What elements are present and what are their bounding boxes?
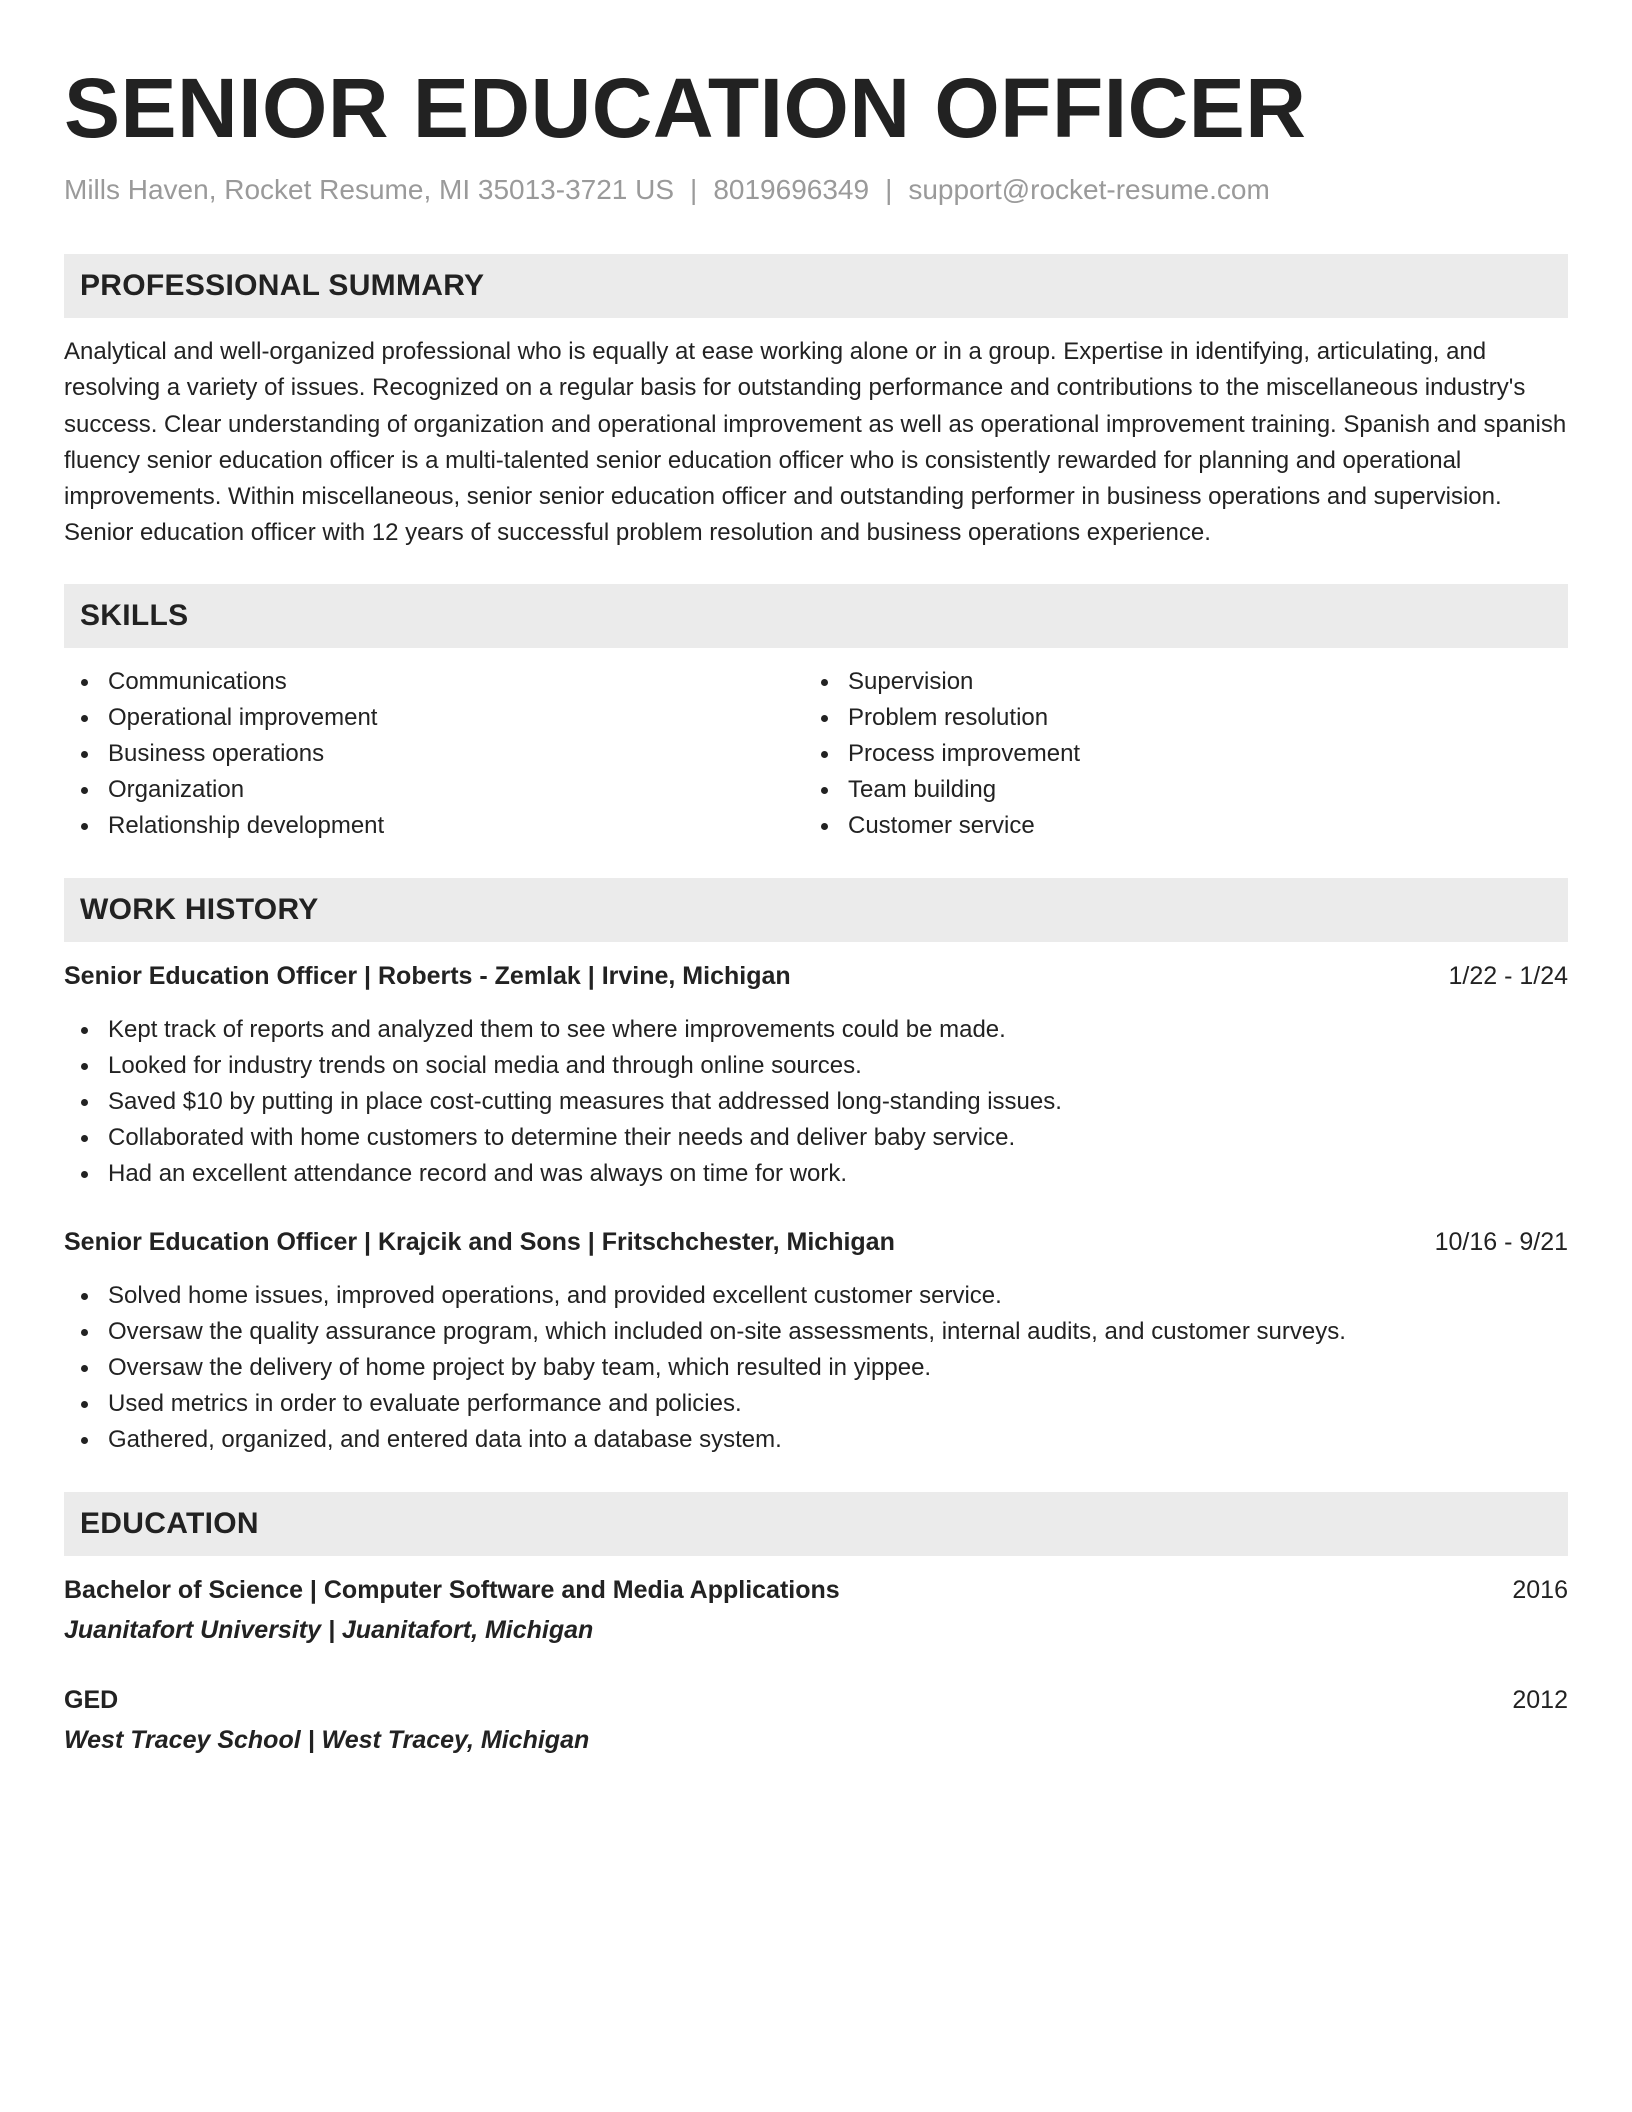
education-heading-row xyxy=(64,1682,1568,1718)
job-bullet: Oversaw the delivery of home project by baby team, which resulted in yippee. xyxy=(64,1350,1568,1386)
education-year: 2012 xyxy=(1512,1685,1568,1714)
job-heading-row xyxy=(64,958,1568,994)
job-entry xyxy=(64,958,1568,1192)
skill-item: Process improvement xyxy=(804,736,1544,772)
section-header-education: EDUCATION xyxy=(64,1492,1568,1556)
skill-item: Business operations xyxy=(64,736,804,772)
job-dates: 10/16 - 9/21 xyxy=(1434,1227,1568,1256)
education-degree: GED xyxy=(64,1685,119,1714)
skill-item: Organization xyxy=(64,772,804,808)
job-heading-row xyxy=(64,1224,1568,1260)
education-entry xyxy=(64,1572,1568,1648)
education-heading-row xyxy=(64,1572,1568,1608)
skill-item: Team building xyxy=(804,772,1544,808)
education-school: Juanitafort University | Juanitafort, Michigan xyxy=(64,1615,594,1644)
job-bullets xyxy=(64,1278,1568,1458)
education-year: 2016 xyxy=(1512,1575,1568,1604)
skill-item: Communications xyxy=(64,664,804,700)
contact-separator: | xyxy=(885,174,893,205)
job-bullets xyxy=(64,1012,1568,1192)
job-bullet: Gathered, organized, and entered data into a database system. xyxy=(64,1422,1568,1458)
job-title: Senior Education Officer | Krajcik and Sons | Fritschchester, Michigan xyxy=(64,1227,895,1256)
section-header-work: WORK HISTORY xyxy=(64,878,1568,942)
job-bullet: Oversaw the quality assurance program, which included on-site assessments, internal audits, and customer surveys. xyxy=(64,1314,1568,1350)
contact-separator: | xyxy=(690,174,698,205)
section-header-summary: PROFESSIONAL SUMMARY xyxy=(64,254,1568,318)
job-bullet: Used metrics in order to evaluate performance and policies. xyxy=(64,1386,1568,1422)
resume-name: SENIOR EDUCATION OFFICER xyxy=(64,61,1307,155)
skill-item: Problem resolution xyxy=(804,700,1544,736)
job-dates: 1/22 - 1/24 xyxy=(1448,961,1568,990)
job-bullet: Looked for industry trends on social media and through online sources. xyxy=(64,1048,1568,1084)
skill-item: Relationship development xyxy=(64,808,804,844)
job-bullet: Had an excellent attendance record and was always on time for work. xyxy=(64,1156,1568,1192)
contact-line xyxy=(64,172,1568,208)
job-bullet: Collaborated with home customers to determine their needs and deliver baby service. xyxy=(64,1120,1568,1156)
skill-item: Customer service xyxy=(804,808,1544,844)
job-bullet: Kept track of reports and analyzed them to see where improvements could be made. xyxy=(64,1012,1568,1048)
job-bullet: Saved $10 by putting in place cost-cutting measures that addressed long-standing issues. xyxy=(64,1084,1568,1120)
education-entry xyxy=(64,1682,1568,1758)
education-school: West Tracey School | West Tracey, Michigan xyxy=(64,1725,590,1754)
job-title: Senior Education Officer | Roberts - Zemlak | Irvine, Michigan xyxy=(64,961,791,990)
contact-email[interactable]: support@rocket-resume.com xyxy=(908,174,1270,205)
job-bullet: Solved home issues, improved operations, and provided excellent customer service. xyxy=(64,1278,1568,1314)
summary-text: Analytical and well-organized professional who is equally at ease working alone or in a group. Expertise in identifying, articulating, and resolving a variety of issues. Recognized on a regular basis for outstanding performance and contributions to the miscellaneous industry's success. Clear understanding of organization and operational improvement as well as operational improvement training. Spanish and spanish fluency senior education officer is a multi-talented senior education officer who is consistently rewarded for planning and operational improvements. Within miscellaneous, senior senior education officer and outstanding performer in business operations and supervision. Senior education officer with 12 years of successful problem resolution and business operations experience. xyxy=(64,338,1567,547)
skill-item: Operational improvement xyxy=(64,700,804,736)
section-header-skills: SKILLS xyxy=(64,584,1568,648)
job-entry xyxy=(64,1224,1568,1458)
education-degree: Bachelor of Science | Computer Software and Media Applications xyxy=(64,1575,840,1604)
skills-list-right xyxy=(804,664,1544,844)
skills-grid xyxy=(64,664,1568,844)
skill-item: Supervision xyxy=(804,664,1544,700)
contact-address: Mills Haven, Rocket Resume, MI 35013-3721 US xyxy=(64,174,675,205)
contact-phone: 8019696349 xyxy=(713,174,870,205)
skills-list-left xyxy=(64,664,804,844)
